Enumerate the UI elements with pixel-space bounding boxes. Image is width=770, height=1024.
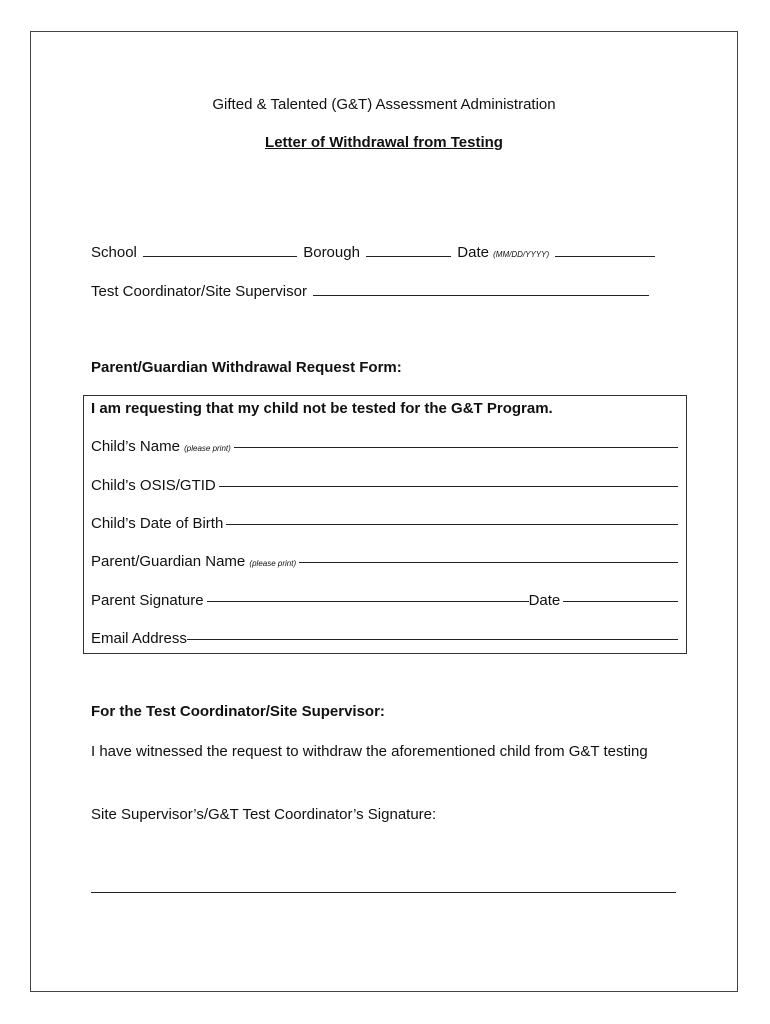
document-page (30, 31, 738, 992)
date-field[interactable] (555, 255, 655, 257)
child-name-hint: (please print) (184, 444, 231, 453)
parent-signature-field[interactable] (207, 601, 529, 602)
coordinator-signature-field[interactable] (91, 892, 676, 893)
osis-field[interactable] (219, 486, 678, 487)
borough-field[interactable] (366, 255, 451, 257)
coordinator-field[interactable] (313, 294, 649, 296)
osis-label: Child’s OSIS/GTID (91, 477, 216, 494)
parent-name-field[interactable] (299, 562, 678, 563)
child-name-field[interactable] (234, 447, 678, 448)
witness-statement: I have witnessed the request to withdraw the aforementioned child from G&T testing (91, 743, 648, 760)
parent-signature-row (91, 592, 678, 609)
parent-signature-label: Parent Signature (91, 592, 204, 609)
school-info-line (91, 244, 657, 261)
school-label: School (91, 244, 137, 261)
parent-name-hint: (please print) (249, 559, 297, 568)
parent-name-row (91, 553, 678, 570)
document-subtitle: Letter of Withdrawal from Testing (265, 134, 503, 151)
email-row (91, 630, 678, 647)
signature-date-field[interactable] (563, 601, 678, 602)
school-field[interactable] (143, 255, 297, 257)
parent-form-heading: Parent/Guardian Withdrawal Request Form: (91, 359, 402, 376)
email-field[interactable] (187, 639, 678, 640)
child-name-label: Child’s Name (91, 438, 180, 455)
date-format-hint: (MM/DD/YYYY) (493, 250, 550, 259)
dob-field[interactable] (226, 524, 678, 525)
signature-date-label: Date (528, 592, 561, 609)
dob-label: Child’s Date of Birth (91, 515, 224, 532)
borough-label: Borough (303, 244, 360, 261)
email-label: Email Address (91, 630, 187, 647)
coordinator-section-heading: For the Test Coordinator/Site Supervisor: (91, 703, 385, 720)
date-label: Date (457, 244, 489, 261)
coordinator-signature-label: Site Supervisor’s/G&T Test Coordinator’s Signature: (91, 806, 437, 823)
request-statement (91, 400, 678, 417)
dob-row (91, 515, 678, 532)
parent-request-box (83, 395, 687, 654)
parent-name-label: Parent/Guardian Name (91, 553, 246, 570)
document-title: Gifted & Talented (G&T) Assessment Administration (212, 96, 556, 113)
coordinator-label: Test Coordinator/Site Supervisor (91, 283, 307, 300)
coordinator-line (91, 283, 651, 300)
child-name-row (91, 438, 678, 455)
request-statement-text: I am requesting that my child not be tested for the G&T Program. (91, 400, 553, 417)
osis-row (91, 477, 678, 494)
